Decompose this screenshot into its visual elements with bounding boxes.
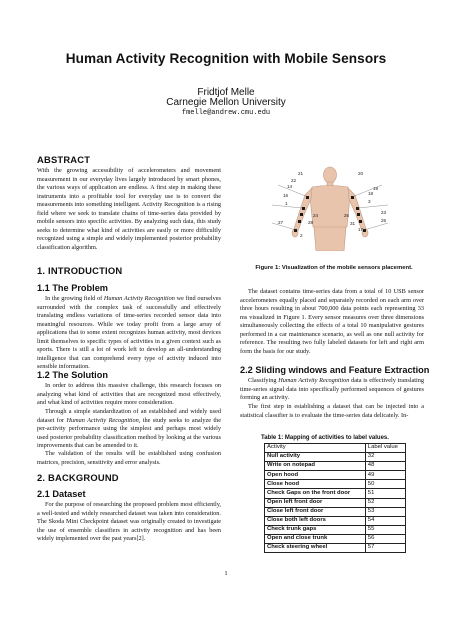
dataset-paragraph-2: The dataset contains time-series data from a total of 10 USB sensor accelerometers equally placed and separately recorded on each arm over three hours resulting in about 700,000 data points each representing 33 ms visualized in Figure 1. Every sensor measures over three dimensions simultaneously collecting the effects of a total 10 manipulative gestures performed in a car maintenance scenario, as well as one null activity for reference. The resulting two fully labeled datasets for left and right arm form the basis for our study. <box>240 288 424 355</box>
table-row <box>265 471 406 480</box>
dataset-paragraph-1: For the purpose of researching the proposed problem most efficiently, a well-tested and widely researched dataset was taken into consideration. The Skoda Mini Checkpoint dataset was originally created to investigate the use of ensemble classifiers in activity recognition and has been widely implemented over the past years[2]. <box>37 501 221 543</box>
table-row <box>265 544 406 553</box>
activity-name: Write on notepad <box>265 462 366 471</box>
activity-name: Check steering wheel <box>265 544 366 553</box>
table-row <box>265 525 406 534</box>
introduction-heading: 1. INTRODUCTION <box>37 265 123 276</box>
author-email: fmelle@andrew.cmu.edu <box>181 109 271 117</box>
sensor-label: 24 <box>313 213 319 218</box>
label-value: 51 <box>365 489 405 498</box>
solution-paragraph-2: Through a simple standardization of an established and widely used dataset for Human Activity Recognition, the study seeks to analyze the per-activity performance using the simplest and perhaps most widely used posterior probability classification method by looking at the various improvements that can be amended to it. <box>37 408 222 450</box>
table-header-row <box>265 444 406 453</box>
abstract-text: With the growing accessibility of accelerometers and movement measurement in our everyday lives largely introduced by smart phones, the various ways of application are endless. A first step in making these instruments into a profitable tool for everyday use is to convert the measurements into something intelligent. Activity Recognition is a rising field where we seek to translate chains of time-series data provided by mobile sensors into specific activities. By analyzing such data, this study seeks to determine what kind of activities are easily or more difficultly recognized using a simple and widely implemented posterior probability classification algorithm. <box>37 167 221 251</box>
sensor-label: 19 <box>373 186 379 191</box>
table-row <box>265 516 406 525</box>
solution-paragraph-1: In order to address this massive challenge, this research focuses on analyzing what kind of activities that are recognized most effectively, and what kind of activities require more consideration. <box>37 382 221 407</box>
sensor-marker <box>356 207 359 210</box>
activity-name: Close left front door <box>265 507 366 516</box>
sensor-marker <box>302 207 305 210</box>
solution-heading: 1.2 The Solution <box>37 370 108 380</box>
label-value: 54 <box>365 516 405 525</box>
table-caption: Table 1: Mapping of activities to label values. <box>261 435 389 441</box>
table-row <box>265 462 406 471</box>
label-value: 50 <box>365 480 405 489</box>
figure-caption: Figure 1: Visualization of the mobile sensors placement. <box>255 265 413 271</box>
sensor-label: 2 <box>300 233 303 238</box>
label-value: 52 <box>365 498 405 507</box>
table-header-label-value: Label value <box>365 444 405 453</box>
label-value: 57 <box>365 544 405 553</box>
page-number: 1 <box>224 570 228 577</box>
sensor-label: 26 <box>344 213 350 218</box>
sensor-label: 16 <box>283 193 289 198</box>
label-value: 32 <box>365 453 405 462</box>
table-row <box>265 453 406 462</box>
sliding-windows-paragraph-1: Classifying Human Activity Recognition data is effectively translating time-series signal data into specifically performed sequences of gestures forming an activity. <box>240 377 424 402</box>
sensor-label: 20 <box>358 171 364 176</box>
background-heading: 2. BACKGROUND <box>37 472 119 483</box>
dataset-heading: 2.1 Dataset <box>37 489 86 499</box>
table-row <box>265 498 406 507</box>
activity-name: Check trunk gaps <box>265 525 366 534</box>
label-value: 48 <box>365 462 405 471</box>
label-value: 49 <box>365 471 405 480</box>
sensor-label: 28 <box>308 220 314 225</box>
table-row <box>265 507 406 516</box>
sensor-marker <box>359 220 362 223</box>
sensor-label: 25 <box>381 218 387 223</box>
problem-heading: 1.1 The Problem <box>37 283 108 293</box>
author-name: Fridtjof Melle <box>197 87 255 98</box>
author-affiliation: Carnegie Mellon University <box>166 97 286 108</box>
abstract-heading: ABSTRACT <box>37 154 91 165</box>
label-value: 56 <box>365 534 405 543</box>
sensor-marker <box>298 220 301 223</box>
activity-name: Open left front door <box>265 498 366 507</box>
activity-name: Check Gaps on the front door <box>265 489 366 498</box>
sensor-label: 1 <box>285 201 288 206</box>
table-row <box>265 480 406 489</box>
sliding-windows-paragraph-2: The first step in establishing a dataset that can be injected into a statistical classifier is to evaluate the time-series data delicately. In- <box>240 403 424 419</box>
activity-name: Open hood <box>265 471 366 480</box>
sensor-label: 14 <box>287 184 293 189</box>
sliding-windows-heading: 2.2 Sliding windows and Feature Extraction <box>240 365 430 375</box>
sensor-placement-figure <box>250 165 410 251</box>
sensor-label: 23 <box>381 210 387 215</box>
activity-label-table <box>264 443 406 553</box>
activity-name: Open and close trunk <box>265 534 366 543</box>
table-row <box>265 534 406 543</box>
activity-name: Null activity <box>265 453 366 462</box>
sensor-label: 21 <box>298 171 304 176</box>
paper-title: Human Activity Recognition with Mobile Sensors <box>65 51 387 66</box>
solution-paragraph-3: The validation of the results will be established using confusion matrices, precision, sensitivity and error analysis. <box>37 450 221 466</box>
sensor-label: 17 <box>358 227 364 232</box>
sensor-label: 3 <box>368 199 371 204</box>
label-value: 55 <box>365 525 405 534</box>
table-header-activity: Activity <box>265 444 366 453</box>
activity-name: Close both left doors <box>265 516 366 525</box>
sensor-label: 31 <box>350 221 356 226</box>
sensor-marker <box>300 213 303 216</box>
sensor-label: 18 <box>368 191 374 196</box>
table-row <box>265 489 406 498</box>
problem-text: In the growing field of Human Activity Recognition we find ourselves surrounded with the complex task of successfully and effectively translating endless variations of time-series recorded sensor data into meaningful resources. While we today profit from a large array of applications that to some extent recognizes human activity, most devices limit themselves to specific types of activities in a given context such as sports. There is still a lot of work left to develop an all-understanding intelligence that can comprehend every type of activity induced into sensible information. <box>37 295 221 371</box>
label-value: 53 <box>365 507 405 516</box>
sensor-label: 22 <box>291 178 297 183</box>
sensor-marker <box>357 213 360 216</box>
sensor-label: 27 <box>278 220 284 225</box>
activity-name: Close hood <box>265 480 366 489</box>
